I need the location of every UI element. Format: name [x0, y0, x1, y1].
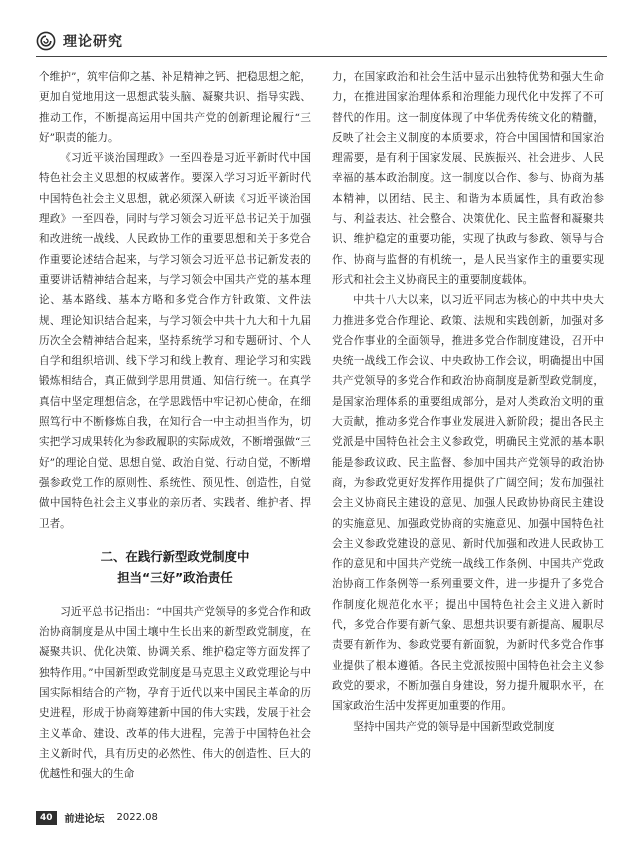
paragraph: 《习近平谈治国理政》一至四卷是习近平新时代中国特色社会主义思想的权威著作。要深入学习习近平新时代中国特色社会主义思想，就必须深入研读《习近平谈治国理政》一至四卷，同时与学习领会习近平总书记关于加强和改进统一战线、人民政协工作的重要思想和关于多党合作重要论述结合起来，与学习领会习近平总书记新发表的重要讲话精神结合起来，与学习领会中国共产党的基本理论、基本路线、基本方略和多党合作方针政策、文件法规、理论知识结合起来，与学习领会中共十九大和十九届历次全会精神结合起来，坚持系统学习和专题研讨、个人自学和组织培训、线下学习和线上教育、理论学习和实践锻炼相结合，真正做到学思用贯通、知信行统一。在真学真信中坚定理想信念，在学思践悟中牢记初心使命，在细照笃行中不断修炼自我，在知行合一中主动担当作为，切实把学习成果转化为参政履职的实际成效，不断增强做“三好”的理论自觉、思想自觉、政治自觉、行动自觉，不断增强参政党工作的原则性、系统性、预见性、创造性，自觉做中国特色社会主义事业的亲历者、实践者、维护者、捍卫者。 [39, 152, 311, 530]
paragraph: 中共十八大以来，以习近平同志为核心的中共中央大力推进多党合作理论、政策、法规和实践创新，加强对多党合作事业的全面领导，推进多党合作制度建设，召开中央统一战线工作会议、中央政协工作会议，明确提出中国共产党领导的多党合作和政治协商制度是新型政党制度，是国家治理体系的重要组成部分，是对人类政治文明的重大贡献，推动多党合作事业发展进入新阶段；提出各民主党派是中国特色社会主义参政党，明确民主党派的基本职能是参政议政、民主监督、参加中国共产党领导的政治协商，为参政党更好发挥作用提供了广阔空间；发布加强社会主义协商民主建设的意见、加强人民政协协商民主建设的实施意见、加强政党协商的实施意见、加强中国特色社会主义参政党建设的意见、新时代加强和改进人民政协工作的意见和中国共产党统一战线工作条例、中国共产党政治协商工作条例等一系列重要文件，进一步提升了多党合作制度化规范化水平；提出中国特色社会主义进入新时代，多党合作要有新气象、思想共识要有新提高、履职尽责要有新作为、参政党要有新面貌，为新时代多党合作事业提供了根本遵循。各民主党派按照中国特色社会主义参政党的要求，不断加强自身建设，努力提升履职水平，在国家政治生活中发挥更加重要的作用。 [332, 294, 604, 713]
issue-number: 2022.08 [116, 812, 158, 823]
journal-name: 前进论坛 [64, 814, 105, 825]
spiral-circle-icon [36, 31, 56, 51]
page-header [36, 30, 123, 52]
section-heading-line: 担当“三好”政治责任 [117, 569, 233, 585]
left-column [39, 67, 311, 785]
paragraph: 坚持中国共产党的领导是中国新型政党制度 [353, 720, 555, 733]
section-heading [39, 546, 311, 588]
header-divider [36, 56, 607, 57]
paragraph: 个维护”，筑牢信仰之基、补足精神之钙、把稳思想之舵，更加自觉地用这一思想武装头脑、凝聚共识、指导实践、推动工作，不断提高运用中国共产党的创新理论履行“三好”职责的能力。 [39, 71, 311, 144]
paragraph: 习近平总书记指出：“中国共产党领导的多党合作和政治协商制度是从中国土壤中生长出来的新型政党制度，在凝聚共识、优化决策、协调关系、维护稳定等方面发挥了独特作用。”中国新型政党制度是马克思主义政党理论与中国实际相结合的产物，孕育于近代以来中国民主革命的历史进程，形成于协商筹建新中国的伟大实践，发展于社会主义革命、建设、改革的伟大进程，完善于中国特色社会主义新时代，具有历史的必然性、伟大的创造性、巨大的优越性和强大的生命 [39, 605, 311, 781]
section-title: 理论研究 [63, 34, 123, 50]
paragraph: 力，在国家政治和社会生活中显示出独特优势和强大生命力，在推进国家治理体系和治理能力现代化中发挥了不可替代的作用。这一制度体现了中华优秀传统文化的精髓，反映了社会主义制度的本质要求，符合中国国情和国家治理需要，是有利于国家发展、民族振兴、社会进步、人民幸福的基本政治制度。这一制度以合作、参与、协商为基本精神，以团结、民主、和谐为本质属性，具有政治参与、利益表达、社会整合、决策优化、民主监督和凝聚共识、维护稳定的重要功能，实现了执政与参政、领导与合作、协商与监督的有机统一，是人民当家作主的重要实现形式和社会主义协商民主的重要制度载体。 [332, 71, 604, 286]
right-column [332, 67, 604, 737]
page-number: 40 [36, 811, 57, 825]
page-footer [36, 810, 158, 825]
section-heading-line: 二、在践行新型政党制度中 [100, 548, 250, 564]
